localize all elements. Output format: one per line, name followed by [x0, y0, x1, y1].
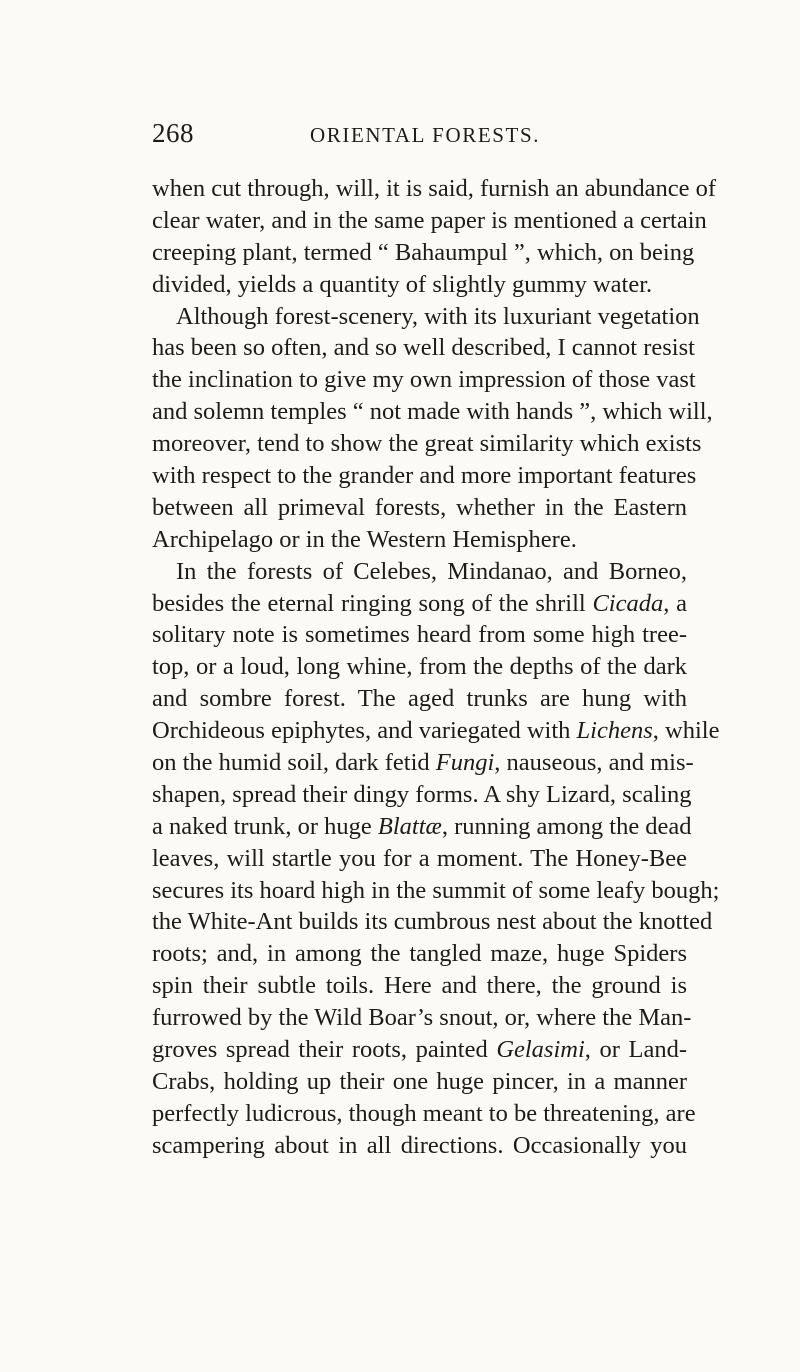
- text-line: [152, 269, 687, 301]
- text-line: [152, 843, 687, 875]
- text-segment: leaves, will startle you for a moment. The Honey-Bee: [152, 844, 687, 872]
- text-segment: perfectly ludicrous, though meant to be threatening, are: [152, 1099, 696, 1127]
- text-segment: creeping plant, termed “ Bahaumpul ”, which, on being: [152, 238, 695, 266]
- text-segment: has been so often, and so well described, I cannot resist: [152, 334, 695, 362]
- text-line: [152, 651, 687, 683]
- text-segment: the White-Ant builds its cumbrous nest about the knotted: [152, 908, 713, 936]
- text-segment: when cut through, will, it is said, furnish an abundance of: [152, 175, 717, 202]
- text-line: [152, 237, 695, 269]
- text-line: [152, 524, 687, 556]
- text-segment: furrowed by the Wild Boar’s snout, or, where the Man-: [152, 1004, 692, 1032]
- text-line: [152, 747, 694, 779]
- text-line: [152, 715, 720, 747]
- text-segment: In the forests of Celebes, Mindanao, and Borneo,: [176, 557, 687, 585]
- text-segment: on the humid soil, dark fetid: [152, 749, 436, 777]
- text-line: [152, 683, 687, 715]
- text-segment: secures its hoard high in the summit of some leafy bough;: [152, 876, 720, 904]
- text-line: [152, 1034, 687, 1066]
- text-line: [152, 1066, 687, 1098]
- text-segment: , while: [652, 717, 720, 745]
- text-segment: roots; and, in among the tangled maze, huge Spiders: [152, 940, 687, 968]
- text-segment: scampering about in all directions. Occasionally you: [152, 1131, 687, 1159]
- text-segment: solitary note is sometimes heard from some high tree-: [152, 621, 687, 649]
- text-segment: clear water, and in the same paper is mentioned a certain: [152, 206, 707, 234]
- text-line: [152, 588, 687, 620]
- text-segment: , or Land-: [584, 1036, 687, 1064]
- text-line: [152, 173, 717, 205]
- text-segment: moreover, tend to show the great similarity which exists: [152, 430, 702, 458]
- text-segment: , nauseous, and mis-: [494, 749, 694, 777]
- text-line: [152, 779, 692, 811]
- text-line: [152, 1002, 692, 1034]
- text-segment: spin their subtle toils. Here and there, the ground is: [152, 972, 687, 1000]
- text-segment: the inclination to give my own impression of those vast: [152, 366, 696, 394]
- text-line: [152, 619, 687, 651]
- italic-term: Gelasimi: [496, 1036, 585, 1064]
- text-line: [152, 970, 687, 1002]
- italic-term: Lichens: [576, 717, 653, 745]
- text-line: [152, 1130, 687, 1162]
- text-line: [152, 332, 695, 364]
- text-segment: groves spread their roots, painted: [152, 1036, 497, 1064]
- text-segment: top, or a loud, long whine, from the depths of the dark: [152, 653, 687, 681]
- page-number: 268: [152, 118, 194, 148]
- text-segment: and sombre forest. The aged trunks are hung with: [152, 685, 687, 713]
- text-line: [152, 428, 702, 460]
- text-line: [152, 875, 720, 907]
- text-line: [152, 396, 713, 428]
- text-segment: shapen, spread their dingy forms. A shy Lizard, scaling: [152, 780, 692, 808]
- text-segment: , a: [663, 589, 687, 617]
- text-segment: Archipelago or in the Western Hemisphere.: [152, 525, 577, 553]
- text-line: [152, 364, 696, 396]
- text-line: [152, 811, 692, 843]
- text-line: [152, 556, 687, 588]
- text-segment: with respect to the grander and more important features: [152, 462, 697, 490]
- text-segment: and solemn temples “ not made with hands ”, which will,: [152, 398, 713, 426]
- text-line: [152, 492, 687, 524]
- running-title: ORIENTAL FORESTS.: [310, 123, 541, 147]
- running-head: [0, 118, 800, 154]
- text-segment: a naked trunk, or huge: [152, 812, 378, 840]
- text-segment: , running among the dead: [441, 812, 692, 840]
- text-segment: divided, yields a quantity of slightly gummy water.: [152, 270, 653, 298]
- text-segment: besides the eternal ringing song of the shrill: [152, 589, 593, 617]
- text-line: [152, 460, 697, 492]
- italic-term: Cicada: [592, 589, 664, 617]
- text-segment: Crabs, holding up their one huge pincer, in a manner: [152, 1067, 687, 1095]
- text-line: [152, 906, 713, 938]
- body-text: [152, 173, 720, 1162]
- text-segment: between all primeval forests, whether in the Eastern: [152, 493, 687, 521]
- italic-term: Fungi: [435, 749, 495, 777]
- text-segment: Orchideous epiphytes, and variegated with: [152, 717, 577, 745]
- text-line: [152, 301, 700, 333]
- text-line: [152, 1098, 696, 1130]
- italic-term: Blattæ: [377, 812, 442, 840]
- text-line: [152, 205, 707, 237]
- text-segment: Although forest-scenery, with its luxuriant vegetation: [176, 302, 700, 330]
- text-line: [152, 938, 687, 970]
